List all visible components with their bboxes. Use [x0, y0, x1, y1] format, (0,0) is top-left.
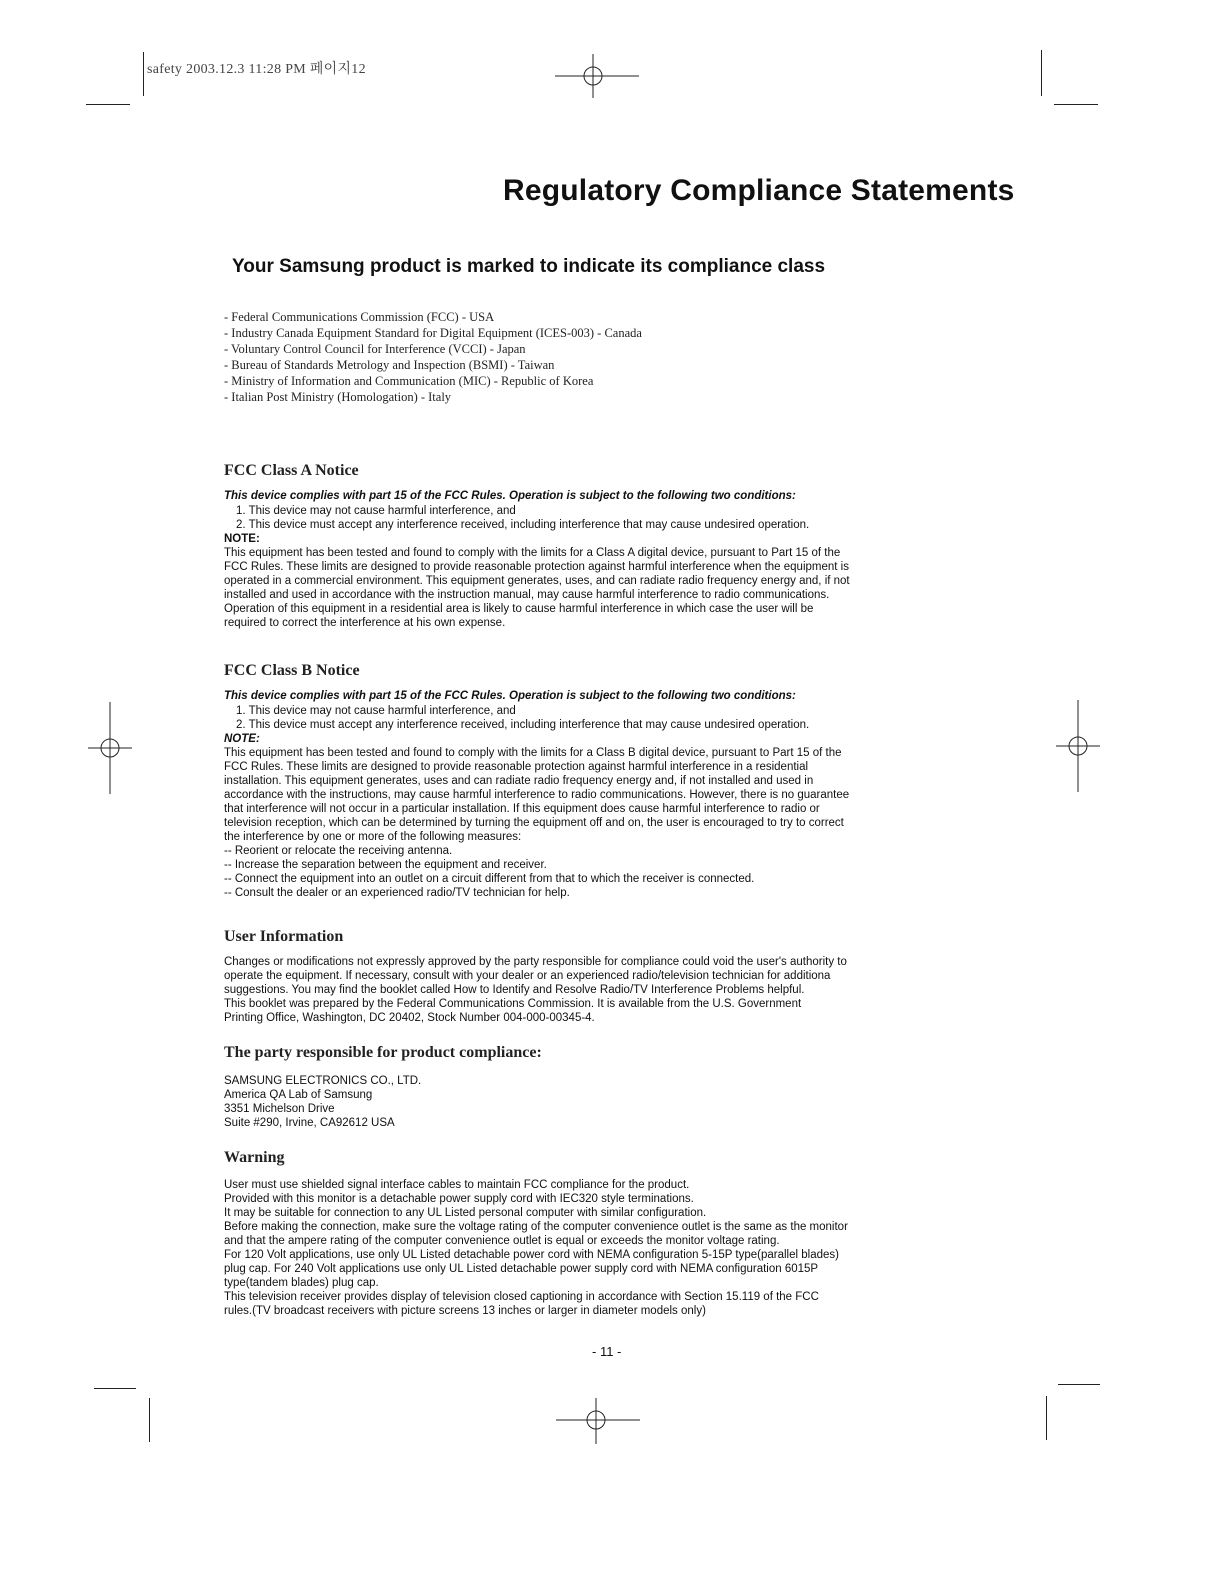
agency-item: - Federal Communications Commission (FCC) - USA	[224, 310, 495, 324]
fcc-class-a-section	[224, 462, 974, 630]
section-body	[224, 1074, 974, 1130]
crop-mark-top-right-v	[1041, 50, 1042, 96]
body-line: This equipment has been tested and found to comply with the limits for a Class A digital device, pursuant to Part 15 of the	[224, 547, 841, 559]
note-label: NOTE:	[224, 733, 260, 745]
crop-mark-top-left-h	[86, 104, 130, 105]
body-line: This equipment has been tested and found to comply with the limits for a Class B digital device, pursuant to Part 15 of the	[224, 747, 842, 759]
body-line: and that the ampere rating of the computer convenience outlet is equal or exceeds the monitor voltage rating.	[224, 1235, 780, 1247]
crop-mark-top-left-v	[143, 52, 144, 96]
section-body	[224, 955, 974, 1025]
crop-mark-bottom-right-h	[1058, 1384, 1100, 1385]
crop-mark-bottom-right-v	[1046, 1396, 1047, 1440]
agency-list	[224, 309, 642, 405]
section-title: The party responsible for product compliance:	[224, 1044, 542, 1061]
section-body	[224, 746, 974, 900]
body-line: It may be suitable for connection to any UL Listed personal computer with similar configuration.	[224, 1207, 707, 1219]
body-line: operate the equipment. If necessary, consult with your dealer or an experienced radio/television technician for additiona	[224, 970, 831, 982]
crop-mark-bottom-left-v	[149, 1398, 150, 1442]
body-line: Changes or modifications not expressly approved by the party responsible for compliance could void the user's authority to	[224, 956, 847, 968]
body-line: -- Reorient or relocate the receiving antenna.	[224, 845, 453, 857]
section-body	[224, 1178, 974, 1318]
address-line: Suite #290, Irvine, CA92612 USA	[224, 1117, 395, 1129]
body-line: -- Consult the dealer or an experienced radio/TV technician for help.	[224, 887, 570, 899]
address-line: America QA Lab of Samsung	[224, 1089, 373, 1101]
print-slug: safety 2003.12.3 11:28 PM 페이지12	[147, 62, 366, 77]
body-line: This booklet was prepared by the Federal Communications Commission. It is available from the U.S. Government	[224, 998, 802, 1010]
body-line: type(tandem blades) plug cap.	[224, 1277, 379, 1289]
warning-section	[224, 1149, 974, 1318]
body-line: television reception, which can be determined by turning the equipment off and on, the user is encouraged to try to correct	[224, 817, 844, 829]
section-title: Warning	[224, 1149, 285, 1166]
body-line: -- Increase the separation between the equipment and receiver.	[224, 859, 547, 871]
condition-item: 1. This device may not cause harmful interference, and	[236, 505, 516, 517]
body-line: accordance with the instructions, may cause harmful interference to radio communications. However, there is no guarantee	[224, 789, 850, 801]
body-line: suggestions. You may find the booklet called How to Identify and Resolve Radio/TV Interference Problems helpful.	[224, 984, 805, 996]
body-line: the interference by one or more of the following measures:	[224, 831, 522, 843]
user-information-section	[224, 928, 974, 1025]
agency-item: - Voluntary Control Council for Interference (VCCI) - Japan	[224, 342, 526, 356]
body-line: -- Connect the equipment into an outlet on a circuit different from that to which the receiver is connected.	[224, 873, 755, 885]
body-line: rules.(TV broadcast receivers with picture screens 13 inches or larger in diameter models only)	[224, 1305, 706, 1317]
body-line: For 120 Volt applications, use only UL Listed detachable power cord with NEMA configuration 5-15P type(parallel blades)	[224, 1249, 839, 1261]
crop-mark-top-right-h	[1054, 104, 1098, 105]
body-line: operated in a commercial environment. This equipment generates, uses, and can radiate radio frequency energy and, if not	[224, 575, 850, 587]
body-line: Operation of this equipment in a residential area is likely to cause harmful interference in which case the user will be	[224, 603, 814, 615]
body-line: User must use shielded signal interface cables to maintain FCC compliance for the product.	[224, 1179, 690, 1191]
condition-item: 2. This device must accept any interference received, including interference that may cause undesired operation.	[236, 719, 810, 731]
responsible-party-section	[224, 1044, 974, 1130]
body-line: FCC Rules. These limits are designed to provide reasonable protection against harmful interference when the equipment is	[224, 561, 849, 573]
agency-item: - Industry Canada Equipment Standard for Digital Equipment (ICES-003) - Canada	[224, 326, 642, 340]
agency-item: - Ministry of Information and Communication (MIC) - Republic of Korea	[224, 374, 594, 388]
body-line: plug cap. For 240 Volt applications use only UL Listed detachable power supply cord with NEMA configuration 6015P	[224, 1263, 819, 1275]
agency-item: - Italian Post Ministry (Homologation) - Italy	[224, 390, 452, 404]
address-line: 3351 Michelson Drive	[224, 1103, 335, 1115]
note-label: NOTE:	[224, 533, 260, 545]
crop-mark-bottom-left-h	[94, 1388, 136, 1389]
registration-mark-left-icon	[88, 702, 132, 794]
page-title: Regulatory Compliance Statements	[503, 174, 1015, 207]
fcc-class-b-section	[224, 662, 974, 900]
condition-item: 1. This device may not cause harmful interference, and	[236, 705, 516, 717]
registration-mark-top-icon	[555, 54, 639, 98]
section-body	[224, 546, 974, 630]
body-line: installed and used in accordance with the instruction manual, may cause harmful interference to radio communications.	[224, 589, 830, 601]
section-title: FCC Class A Notice	[224, 462, 359, 479]
conditions-intro: This device complies with part 15 of the FCC Rules. Operation is subject to the following two conditions:	[224, 490, 796, 502]
registration-mark-bottom-icon	[556, 1398, 640, 1444]
body-line: FCC Rules. These limits are designed to provide reasonable protection against harmful interference in a residential	[224, 761, 809, 773]
address-line: SAMSUNG ELECTRONICS CO., LTD.	[224, 1075, 422, 1087]
body-line: Provided with this monitor is a detachable power supply cord with IEC320 style terminations.	[224, 1193, 694, 1205]
body-line: that interference will not occur in a particular installation. If this equipment does cause harmful interference to radio or	[224, 803, 820, 815]
section-title: User Information	[224, 928, 344, 945]
condition-item: 2. This device must accept any interference received, including interference that may cause undesired operation.	[236, 519, 810, 531]
conditions-intro: This device complies with part 15 of the FCC Rules. Operation is subject to the following two conditions:	[224, 690, 796, 702]
agency-item: - Bureau of Standards Metrology and Inspection (BSMI) - Taiwan	[224, 358, 555, 372]
page-number: - 11 -	[592, 1344, 622, 1359]
body-line: required to correct the interference at his own expense.	[224, 617, 506, 629]
registration-mark-right-icon	[1056, 700, 1100, 792]
body-line: Printing Office, Washington, DC 20402, Stock Number 004-000-00345-4.	[224, 1012, 595, 1024]
body-line: installation. This equipment generates, uses and can radiate radio frequency energy and, if not installed and used in	[224, 775, 814, 787]
body-line: Before making the connection, make sure the voltage rating of the computer convenience outlet is the same as the monitor	[224, 1221, 848, 1233]
page-subtitle: Your Samsung product is marked to indicate its compliance class	[232, 256, 826, 277]
body-line: This television receiver provides display of television closed captioning in accordance with Section 15.119 of the FCC	[224, 1291, 819, 1303]
section-title: FCC Class B Notice	[224, 662, 360, 679]
